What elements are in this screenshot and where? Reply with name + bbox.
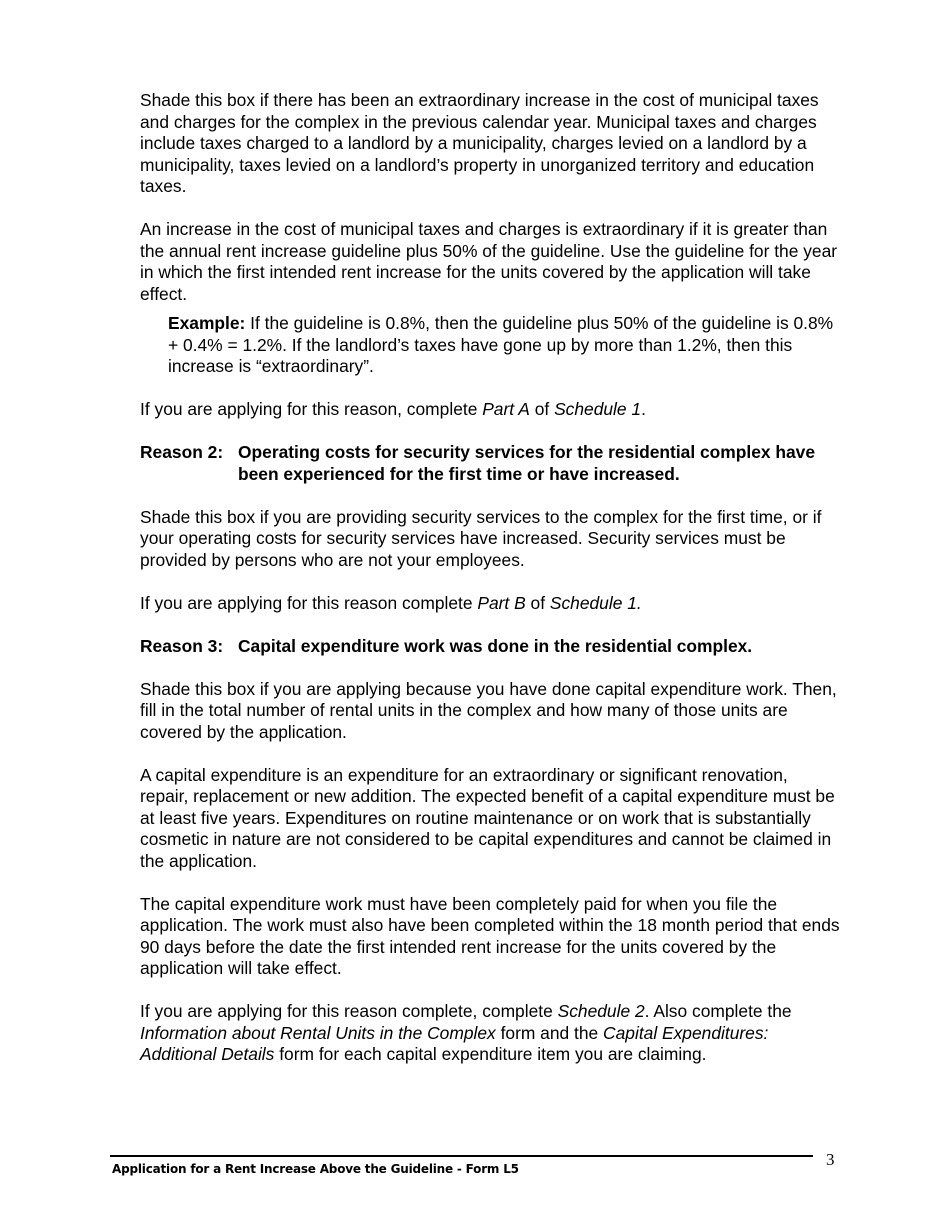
reason-2-text: Operating costs for security services for the residential complex have been experienced for the first time or have increased. — [238, 442, 816, 484]
paragraph-municipal-taxes: Shade this box if there has been an extraordinary increase in the cost of municipal taxes and charges for the complex in the previous calendar year. Municipal taxes and charges include taxes charged to a landlord by a municipality, charges levied on a landlord by a municipality, taxes levied on a landlord’s property in unorganized territory and education taxes. — [140, 90, 819, 196]
reason-2-heading — [140, 442, 840, 485]
paragraph-capital-payment: The capital expenditure work must have been completely paid for when you file the application. The work must also have been completed within the 18 month period that ends 90 days before the date the first intended rent increase for the units covered by the application will take effect. — [140, 893, 840, 978]
text: form and the — [495, 1022, 604, 1043]
example-paragraph — [140, 313, 840, 378]
schedule-2-ref: Schedule 2 — [557, 1001, 645, 1021]
text: of — [525, 592, 550, 613]
paragraph-schedule-2-instruction — [140, 1001, 840, 1066]
schedule-1-ref: Schedule 1 — [554, 399, 642, 419]
example-label: Example: — [168, 313, 246, 333]
text: If you are applying for this reason complete, complete — [140, 1001, 558, 1021]
text: If you are applying for this reason, complete — [140, 399, 483, 419]
reason-3-heading — [140, 636, 840, 658]
document-body — [140, 90, 840, 1066]
part-a-ref: Part A — [482, 399, 530, 419]
text: of — [529, 399, 555, 419]
reason-3-text: Capital expenditure work was done in the residential complex. — [238, 635, 753, 656]
paragraph-capital-work: Shade this box if you are applying because you have done capital expenditure work. Then, fill in the total number of rental units in the complex and how many of those units are covered by the application. — [140, 678, 837, 742]
paragraph-extraordinary-definition: An increase in the cost of municipal taxes and charges is extraordinary if it is greater than the annual rent increase guideline plus 50% of the guideline. Use the guideline for the year in which the first intended rent increase for the units covered by the application will take effect. — [140, 219, 838, 304]
footer-divider — [110, 1155, 813, 1157]
text: If you are applying for this reason complete — [140, 592, 478, 613]
part-b-ref: Part B — [477, 592, 526, 613]
paragraph-security-services: Shade this box if you are providing security services to the complex for the first time, or if your operating costs for security services have increased. Security services must be provided by persons who are not your employees. — [140, 506, 822, 570]
paragraph-part-b-instruction — [140, 593, 840, 615]
text: . Also complete the — [644, 1001, 792, 1021]
text: form for each capital expenditure item you are claiming. — [274, 1044, 707, 1064]
example-text: If the guideline is 0.8%, then the guideline plus 50% of the guideline is 0.8% + 0.4% = 1.2%. If the landlord’s taxes have gone up by more than 1.2%, then this increase is “extraordinary”. — [168, 313, 834, 376]
schedule-1-ref: Schedule 1. — [549, 592, 642, 613]
reason-2-label: Reason 2: — [140, 442, 224, 462]
footer-form-title: Application for a Rent Increase Above the Guideline - Form L5 — [112, 1162, 519, 1176]
text: . — [641, 399, 646, 419]
page-number: 3 — [826, 1150, 835, 1169]
rental-units-form-ref: Information about Rental Units in the Complex — [140, 1022, 496, 1043]
reason-3-label: Reason 3: — [140, 635, 224, 656]
paragraph-capital-definition: A capital expenditure is an expenditure for an extraordinary or significant renovation, repair, replacement or new addition. The expected benefit of a capital expenditure must be at least five years. Expenditures on routine maintenance or on work that is substantially cosmetic in nature are not considered to be capital expenditures and cannot be claimed in the application. — [140, 764, 835, 871]
paragraph-part-a-instruction — [140, 399, 840, 421]
capital-details-form-ref: Capital Expenditures: Additional Details — [140, 1022, 769, 1064]
